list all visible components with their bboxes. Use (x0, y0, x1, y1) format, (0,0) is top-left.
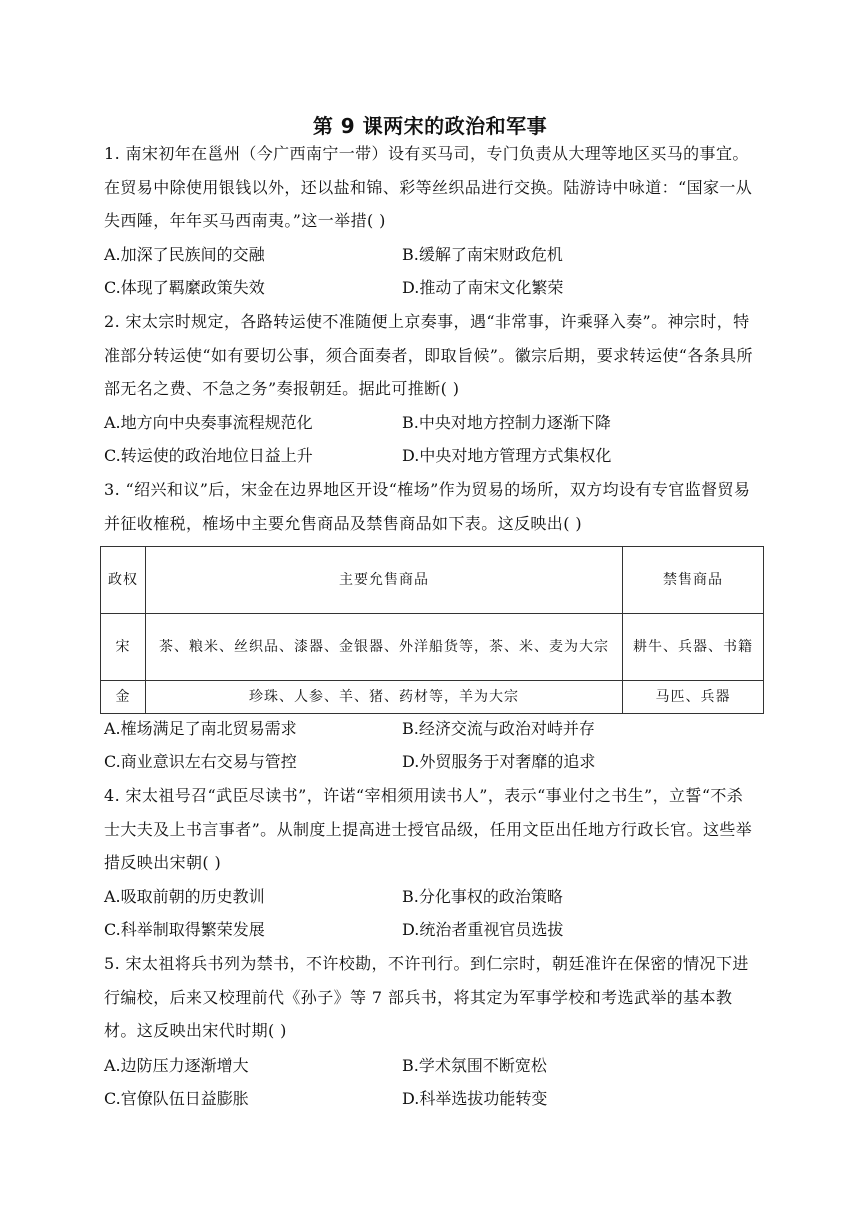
question-2-stem: 2. 宋太宗时规定，各路转运使不准随便上京奏事，遇“非常事，许乘驿入奏”。神宗时，特准部分转运使“如有要切公事，须合面奏者，即取旨候”。徽宗后期，要求转运使“各条具所部无名之费、不急之务”奏报朝廷。据此可推断( ) (104, 312, 753, 398)
question-4-option-b[interactable]: B.分化事权的政治策略 (402, 887, 563, 906)
question-4-option-c[interactable]: C.科举制取得繁荣发展 (104, 920, 265, 939)
question-5-option-c[interactable]: C.官僚队伍日益膨胀 (104, 1089, 249, 1108)
table-cell: 宋 (101, 614, 146, 681)
table-header-cell: 主要允售商品 (146, 547, 623, 614)
table-row (101, 614, 764, 681)
table-row (101, 681, 764, 714)
table-cell: 茶、粮米、丝织品、漆器、金银器、外洋船货等，茶、米、麦为大宗 (146, 614, 623, 681)
question-1-stem: 1. 南宋初年在邕州（今广西南宁一带）设有买马司，专门负责从大理等地区买马的事宜。在贸易中除使用银钱以外，还以盐和锦、彩等丝织品进行交换。陆游诗中咏道：“国家一从失西陲，年年买马西南夷。”这一举措( ) (104, 144, 753, 230)
question-3-option-a[interactable]: A.榷场满足了南北贸易需求 (104, 719, 297, 738)
question-1-option-a[interactable]: A.加深了民族间的交融 (104, 245, 265, 264)
table-header-cell: 政权 (101, 547, 146, 614)
question-3-option-c[interactable]: C.商业意识左右交易与管控 (104, 752, 297, 771)
trade-goods-table (100, 546, 764, 714)
question-5-stem: 5. 宋太祖将兵书列为禁书，不许校勘，不许刊行。到仁宗时，朝廷准许在保密的情况下进行编校，后来又校理前代《孙子》等 7 部兵书，将其定为军事学校和考选武举的基本教材。这反映出宋代时期( ) (104, 954, 749, 1040)
table-cell: 马匹、兵器 (623, 681, 764, 714)
question-2-option-b[interactable]: B.中央对地方控制力逐渐下降 (402, 413, 611, 432)
question-2-option-a[interactable]: A.地方向中央奏事流程规范化 (104, 413, 313, 432)
table-header-row (101, 547, 764, 614)
question-2-option-d[interactable]: D.中央对地方管理方式集权化 (402, 446, 612, 465)
question-4-option-a[interactable]: A.吸取前朝的历史教训 (104, 887, 265, 906)
lesson-title: 第 9 课两宋的政治和军事 (312, 114, 548, 138)
question-5-option-d[interactable]: D.科举选拔功能转变 (402, 1089, 548, 1108)
question-3-option-d[interactable]: D.外贸服务于对奢靡的追求 (402, 752, 596, 771)
question-1-option-c[interactable]: C.体现了羁縻政策失效 (104, 278, 265, 297)
question-5-option-b[interactable]: B.学术氛围不断宽松 (402, 1056, 547, 1075)
question-4-stem: 4. 宋太祖号召“武臣尽读书”，许诺“宰相须用读书人”，表示“事业付之书生”，立誓“不杀士大夫及上书言事者”。从制度上提高进士授官品级，任用文臣出任地方行政长官。这些举措反映出宋朝( ) (104, 786, 753, 872)
question-3-option-b[interactable]: B.经济交流与政治对峙并存 (402, 719, 595, 738)
table-cell: 金 (101, 681, 146, 714)
table-cell: 耕牛、兵器、书籍 (623, 614, 764, 681)
question-4-option-d[interactable]: D.统治者重视官员选拔 (402, 920, 564, 939)
table-header-cell: 禁售商品 (623, 547, 764, 614)
question-2-option-c[interactable]: C.转运使的政治地位日益上升 (104, 446, 313, 465)
question-1-option-b[interactable]: B.缓解了南宋财政危机 (402, 245, 563, 264)
question-3-stem: 3. “绍兴和议”后，宋金在边界地区开设“榷场”作为贸易的场所，双方均设有专官监督贸易并征收榷税，榷场中主要允售商品及禁售商品如下表。这反映出( ) (104, 480, 751, 533)
table-cell: 珍珠、人参、羊、猪、药材等，羊为大宗 (146, 681, 623, 714)
question-1-option-d[interactable]: D.推动了南宋文化繁荣 (402, 278, 564, 297)
question-5-option-a[interactable]: A.边防压力逐渐增大 (104, 1056, 249, 1075)
